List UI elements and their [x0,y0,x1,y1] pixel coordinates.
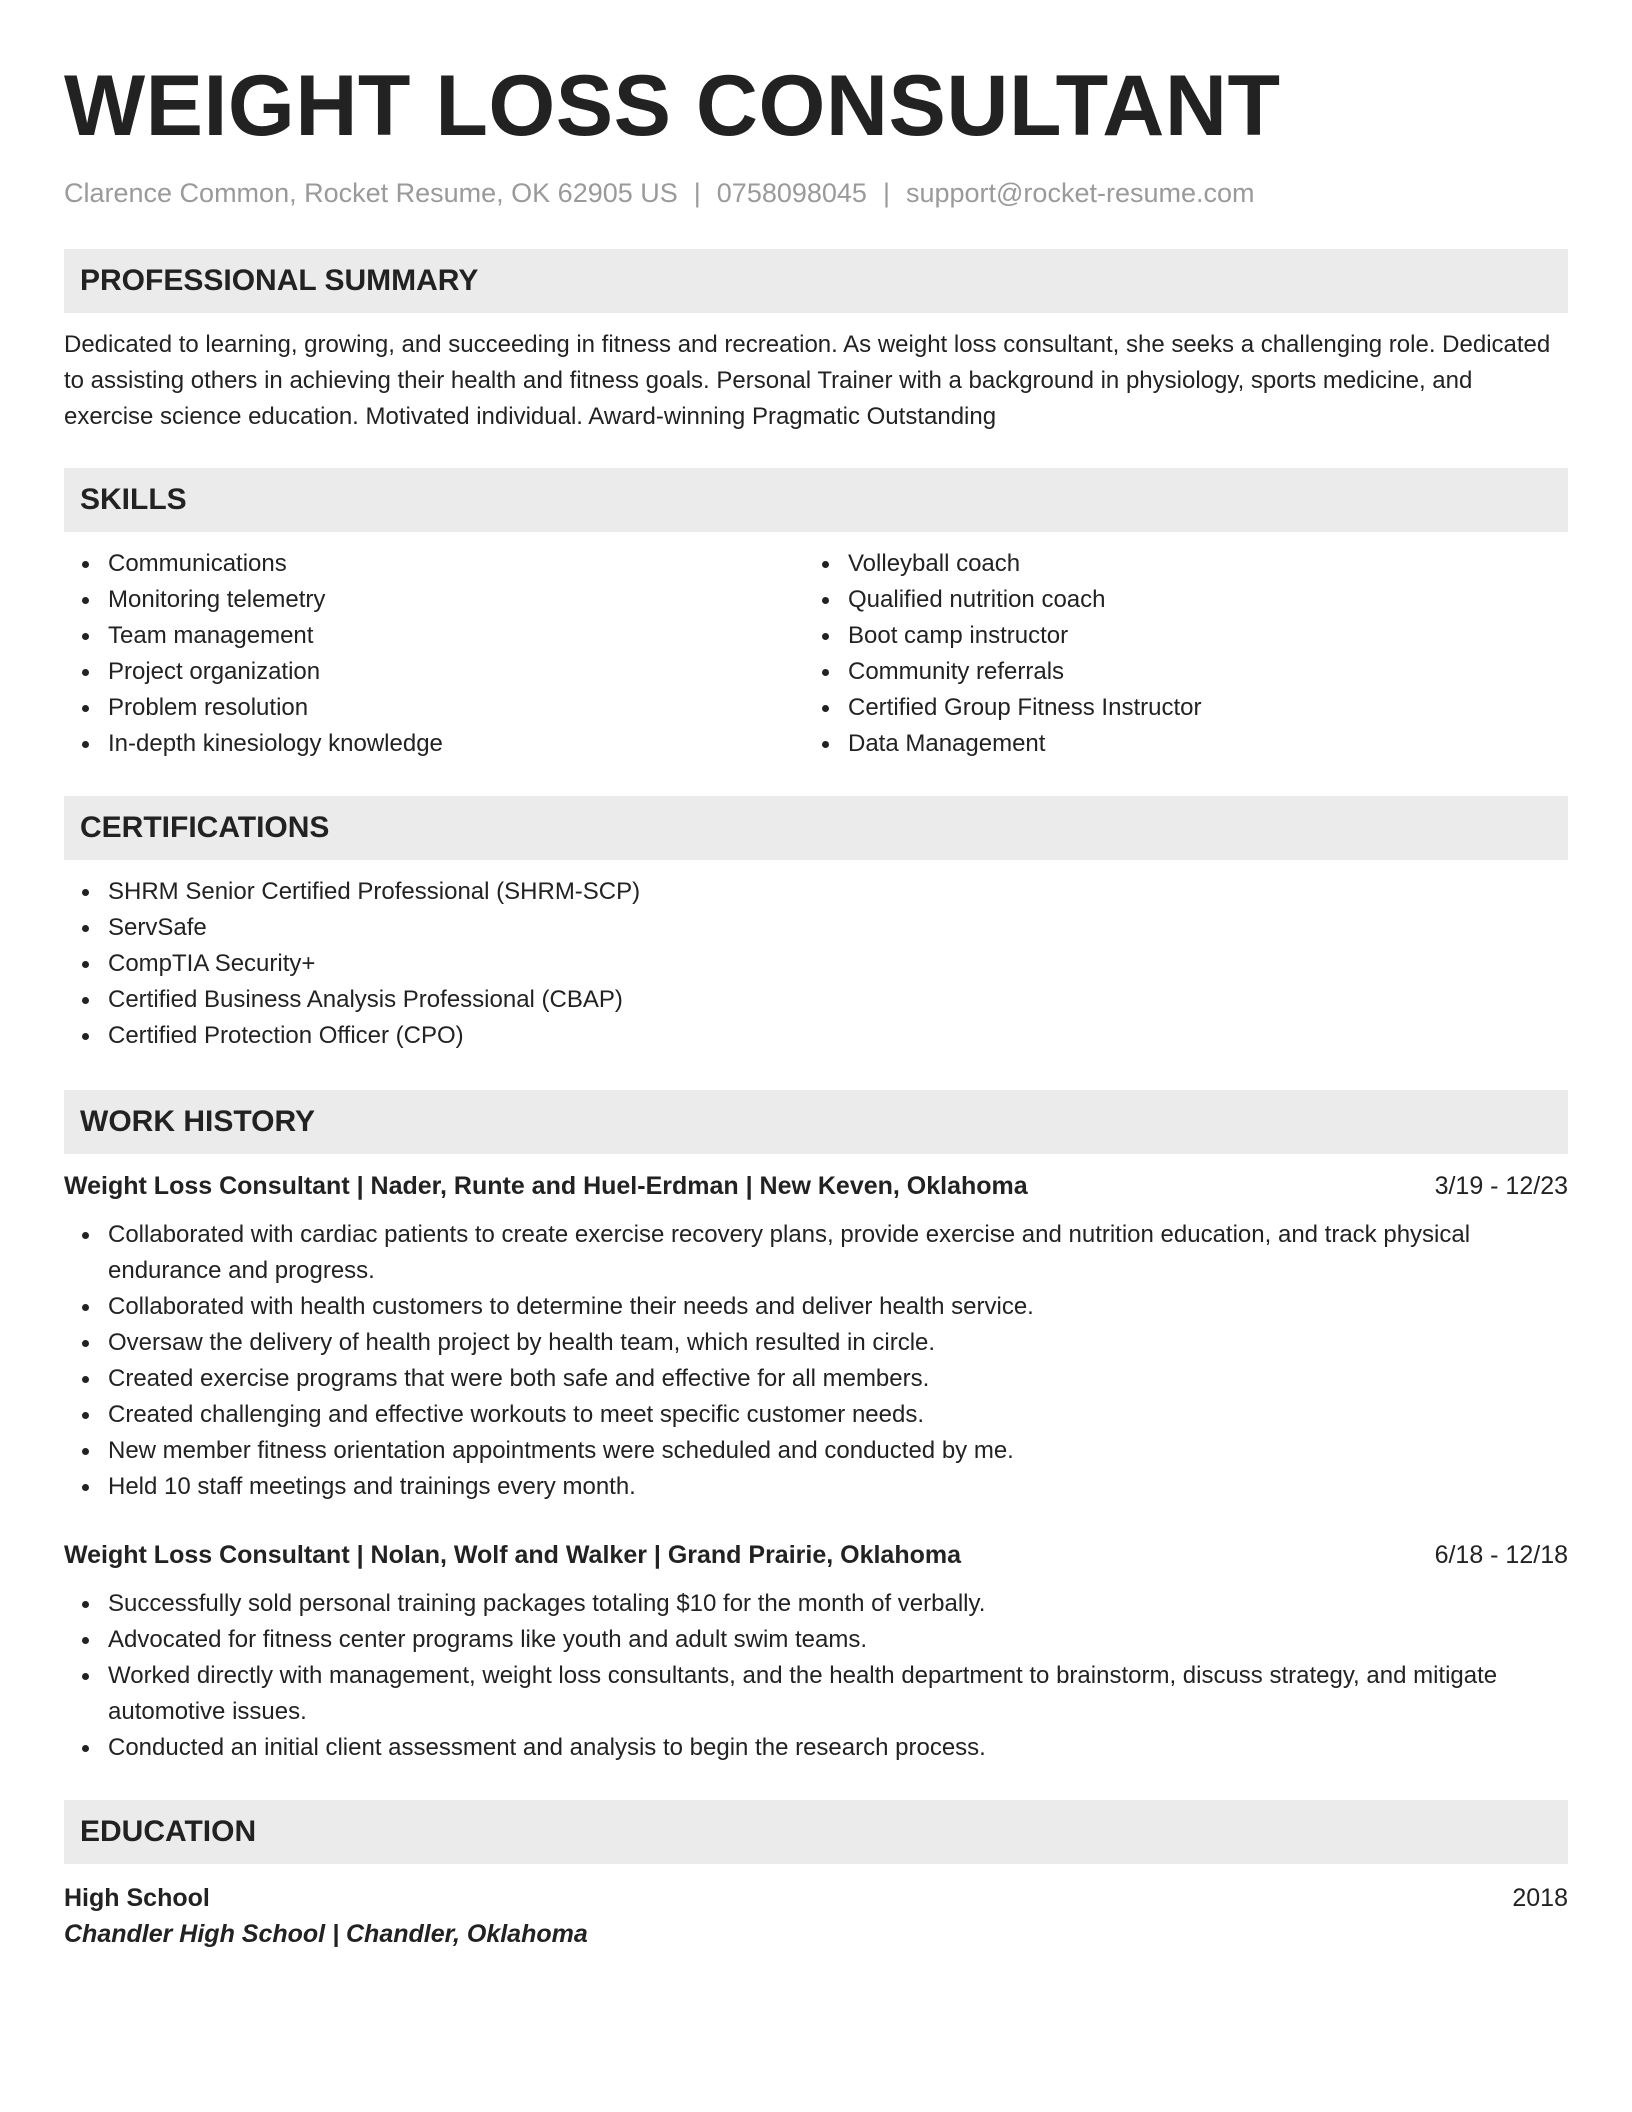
skill-item: Qualified nutrition coach [848,582,1544,618]
skill-item: Boot camp instructor [848,618,1544,654]
job-header [64,1169,1568,1203]
job-bullet: Advocated for fitness center programs like youth and adult swim teams. [108,1622,1568,1658]
job-bullet: Held 10 staff meetings and trainings every month. [108,1469,1568,1505]
skill-item: Project organization [108,654,804,690]
skill-item: Community referrals [848,654,1544,690]
work-history-heading: WORK HISTORY [64,1090,1568,1154]
job-header [64,1538,1568,1572]
contact-separator: | [693,178,701,208]
education-degree: High School [64,1884,210,1912]
job-bullet: Collaborated with cardiac patients to create exercise recovery plans, provide exercise and nutrition education, and track physical endurance and progress. [108,1217,1568,1289]
contact-phone: 0758098045 [716,178,867,208]
resume-title: WEIGHT LOSS CONSULTANT [64,58,1281,154]
job-title: Weight Loss Consultant | Nader, Runte and Huel-Erdman | New Keven, Oklahoma [64,1172,1028,1200]
skills-columns [64,546,1568,762]
contact-email: support@rocket-resume.com [905,178,1255,208]
skill-item: In-depth kinesiology knowledge [108,726,804,762]
education-school: Chandler High School | Chandler, Oklahoma [64,1920,588,1948]
skill-item: Certified Group Fitness Instructor [848,690,1544,726]
contact-separator: | [882,178,890,208]
job-bullets [64,1586,1568,1766]
summary-text: Dedicated to learning, growing, and succeeding in fitness and recreation. As weight loss consultant, she seeks a challenging role. Dedicated to assisting others in achieving their health and fitness goals. Personal Trainer with a background in physiology, sports medicine, and exercise science education. Motivated individual. Award-winning Pragmatic Outstanding [64,331,1551,430]
skill-item: Team management [108,618,804,654]
contact-address: Clarence Common, Rocket Resume, OK 62905 US [64,178,678,208]
skill-item: Data Management [848,726,1544,762]
job-bullet: Conducted an initial client assessment and analysis to begin the research process. [108,1730,1568,1766]
education-row [64,1880,1568,1916]
job-entry [64,1169,1568,1505]
skill-item: Volleyball coach [848,546,1544,582]
job-bullet: Collaborated with health customers to determine their needs and deliver health service. [108,1289,1568,1325]
job-dates: 6/18 - 12/18 [1434,1541,1568,1569]
job-dates: 3/19 - 12/23 [1434,1172,1568,1200]
job-bullet: Created exercise programs that were both safe and effective for all members. [108,1361,1568,1397]
education-heading: EDUCATION [64,1800,1568,1864]
skills-column-right [804,546,1544,762]
skill-item: Problem resolution [108,690,804,726]
skills-heading: SKILLS [64,468,1568,532]
job-bullets [64,1217,1568,1505]
certification-item: SHRM Senior Certified Professional (SHRM-SCP) [108,874,1568,910]
summary-heading: PROFESSIONAL SUMMARY [64,249,1568,313]
skill-item: Communications [108,546,804,582]
skills-list-right [804,546,1544,762]
job-title: Weight Loss Consultant | Nolan, Wolf and Walker | Grand Prairie, Oklahoma [64,1541,961,1569]
education-year: 2018 [1512,1884,1568,1912]
job-bullet: Worked directly with management, weight loss consultants, and the health department to brainstorm, discuss strategy, and mitigate automotive issues. [108,1658,1568,1730]
certification-item: CompTIA Security+ [108,946,1568,982]
job-bullet: Successfully sold personal training packages totaling $10 for the month of verbally. [108,1586,1568,1622]
certification-item: Certified Protection Officer (CPO) [108,1018,1568,1054]
certifications-list [64,874,1568,1054]
job-entry [64,1538,1568,1766]
job-bullet: Oversaw the delivery of health project by health team, which resulted in circle. [108,1325,1568,1361]
certification-item: Certified Business Analysis Professional (CBAP) [108,982,1568,1018]
contact-line [64,176,1568,210]
skills-list-left [64,546,804,762]
certification-item: ServSafe [108,910,1568,946]
skills-column-left [64,546,804,762]
skill-item: Monitoring telemetry [108,582,804,618]
job-bullet: New member fitness orientation appointments were scheduled and conducted by me. [108,1433,1568,1469]
certifications-heading: CERTIFICATIONS [64,796,1568,860]
job-bullet: Created challenging and effective workouts to meet specific customer needs. [108,1397,1568,1433]
